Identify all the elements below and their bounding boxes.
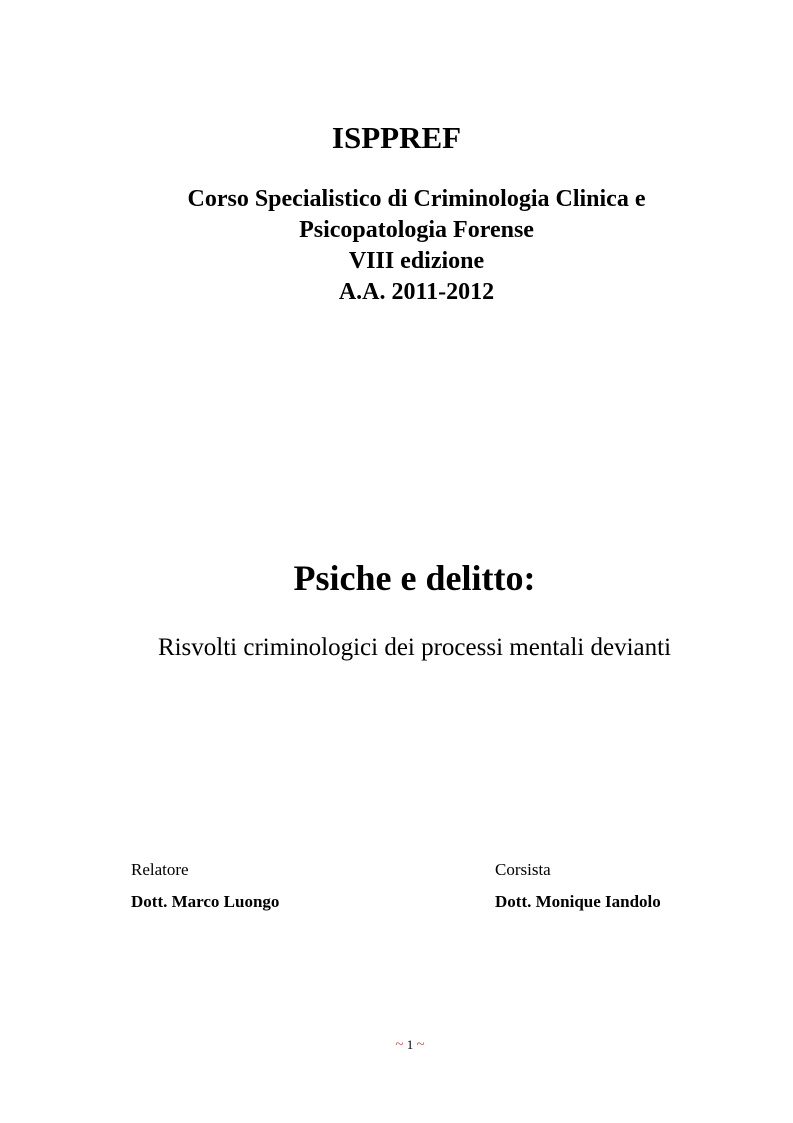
course-edition: VIII edizione: [348, 248, 485, 274]
tilde-right: ~: [416, 1037, 425, 1053]
tilde-left: ~: [395, 1037, 404, 1053]
course-info: [20, 184, 793, 308]
corsista-label: Corsista: [495, 860, 551, 879]
page-number: 1: [406, 1037, 414, 1052]
corsista-name: Dott. Monique Iandolo: [495, 892, 661, 911]
thesis-title: Psiche e delitto:: [293, 558, 536, 598]
relatore-name: Dott. Marco Luongo: [131, 892, 280, 911]
thesis-subtitle: Risvolti criminologici dei processi mentali devianti: [157, 634, 672, 661]
organization-title: ISPPREF: [331, 120, 462, 155]
page-footer: [0, 1036, 793, 1054]
course-name-line-2: Psicopatologia Forense: [299, 217, 534, 243]
relatore-label: Relatore: [131, 860, 189, 879]
course-name-line-1: Corso Specialistico di Criminologia Clinica e: [187, 186, 646, 212]
academic-year: A.A. 2011-2012: [338, 279, 495, 305]
